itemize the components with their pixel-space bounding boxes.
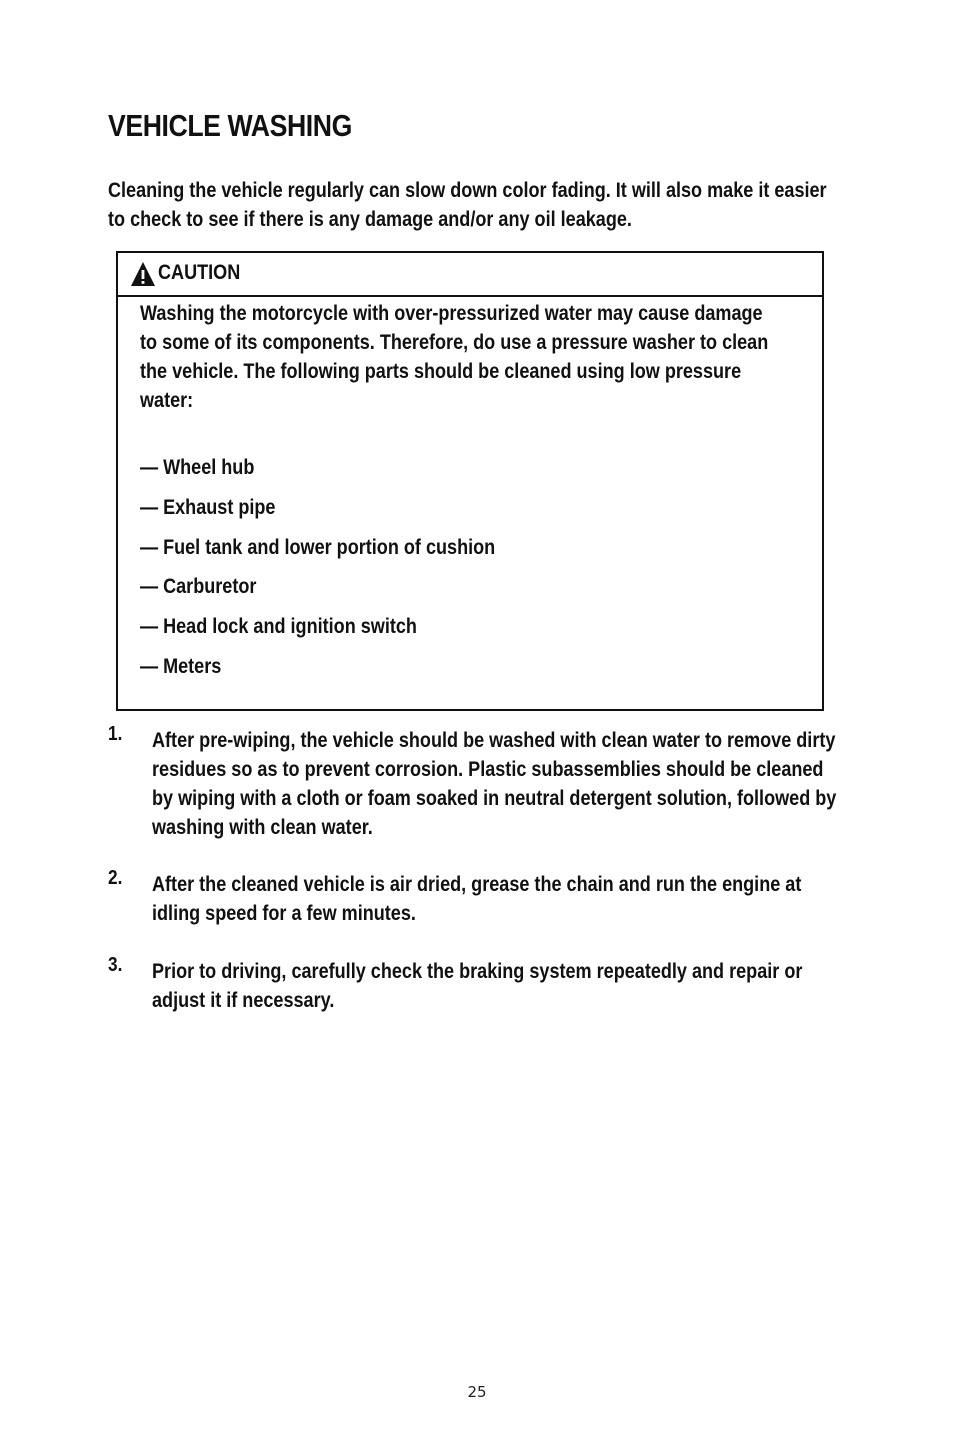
list-item: — Carburetor [140,575,257,599]
warning-triangle-icon [130,261,156,287]
list-item: — Fuel tank and lower portion of cushion [140,535,496,559]
list-item: — Meters [140,654,222,678]
caution-label: CAUTION [158,261,241,284]
step-text: After pre-wiping, the vehicle should be washed with clean water to remove dirty residues so as to prevent corrosion. Plastic subassemblies should be cleaned by wiping with a cloth or foam soaked in neutral detergent solution, followed by washing with clean water. [152,729,837,839]
step-number: 3. [108,954,123,976]
list-item: — Wheel hub [140,456,255,479]
caution-text: Washing the motorcycle with over-pressurized water may cause damage to some of its components. Therefore, do use a pressure washer to clean the vehicle. The following parts should be cleaned using low pressure water: [140,302,769,412]
caution-parts-list [140,453,495,692]
caution-box [116,251,824,711]
page-title: VEHICLE WASHING [108,108,352,143]
step-number: 1. [108,723,123,745]
step-text: Prior to driving, carefully check the braking system repeatedly and repair or adjust it if necessary. [152,960,803,1012]
intro-paragraph: Cleaning the vehicle regularly can slow down color fading. It will also make it easier to check to see if there is any damage and/or any oil leakage. [108,179,827,231]
page-number: 25 [467,1383,487,1401]
list-item: — Head lock and ignition switch [140,615,417,639]
caution-header [118,253,822,297]
step-text: After the cleaned vehicle is air dried, grease the chain and run the engine at idling speed for a few minutes. [152,873,802,925]
step-number: 2. [108,867,123,889]
list-item: — Exhaust pipe [140,495,276,519]
